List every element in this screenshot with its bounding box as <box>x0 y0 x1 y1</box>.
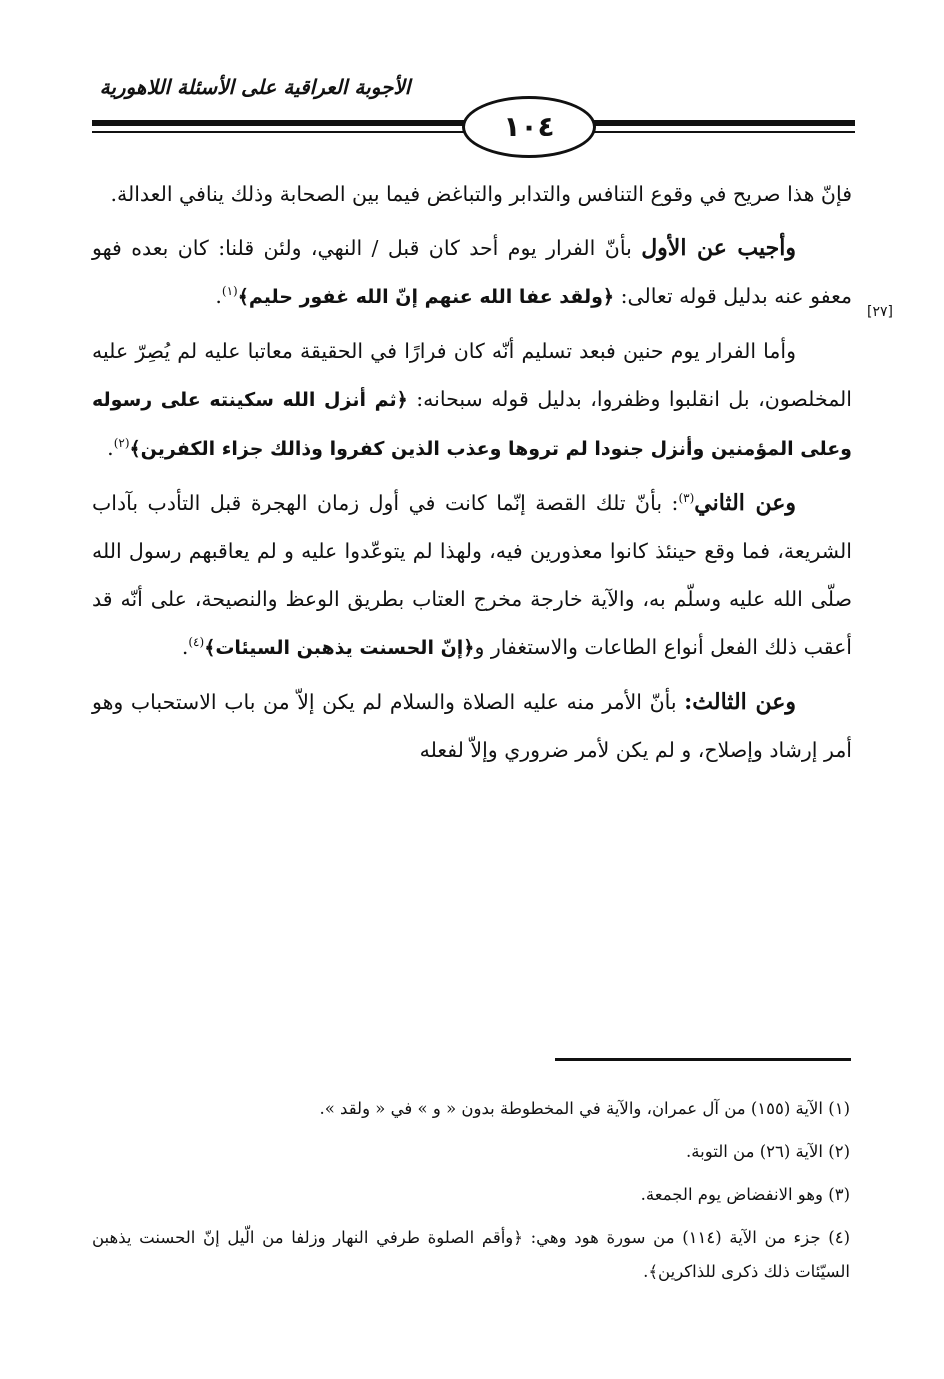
paragraph-4 <box>92 479 852 672</box>
paragraph-text: بأنّ الأمر منه عليه الصلاة والسلام لم يكن إلاّ من باب الاستحباب وهو أمر إرشاد وإصلاح، و لم يكن لأمر ضروري وإلاّ لفعله <box>92 690 852 762</box>
footnote-marker[interactable]: (٤) <box>188 635 205 650</box>
footnotes <box>92 1092 850 1298</box>
paragraph-5 <box>92 678 852 774</box>
running-title: الأجوبة العراقية على الأسئلة اللاهورية <box>99 75 411 99</box>
footnote-separator <box>555 1058 851 1061</box>
paragraph-text: : بأنّ تلك القصة إنّما كانت في أول زمان الهجرة قبل التأدب بآداب الشريعة، فما وقع حينئذ كانوا معذورين فيه، ولهذا لم يتوعّدوا عليه و لم يعاقبهم رسول الله صلّى الله عليه وسلّم به، والآية خارجة مخرج العتاب بطريق الوعظ والنصيحة، على أنّه قد أعقب ذلك الفعل أنواع الطاعات والاستغفار و <box>92 491 852 659</box>
paragraph-3 <box>92 327 852 473</box>
paragraph-text: وأما الفرار يوم حنين فبعد تسليم أنّه كان فرارًا في الحقيقة معاتبا عليه لم يُصِرّ عليه المخلصون، بل انقلبوا وظفروا، بدليل قوله سبحانه: <box>92 339 852 411</box>
footnote-marker[interactable]: (٢) <box>113 436 130 451</box>
paragraph-lead: وعن الثاني <box>694 490 796 516</box>
footnote-marker[interactable]: (٣) <box>678 491 695 506</box>
footnote-3: (٣) وهو الانفضاض يوم الجمعة. <box>640 1185 850 1204</box>
paragraph-text: . <box>215 284 222 308</box>
paragraph-text: فإنّ هذا صريح في وقوع التنافس والتدابر والتباغض فيما بين الصحابة وذلك ينافي العدالة. <box>110 182 852 206</box>
margin-reference: [٢٧] <box>867 304 893 320</box>
page-number: ١٠٤ <box>503 110 555 143</box>
main-text <box>92 170 852 780</box>
quran-verse: ﴿ثم أنزل الله سكينته على رسوله وعلى المؤمنين وأنزل جنودا لم تروها وعذب الذين كفروا وذالك جزاء الكفرين﴾ <box>92 389 852 460</box>
paragraph-lead: وعن الثالث: <box>684 689 796 715</box>
quran-verse: ﴿إنّ الحسنت يذهبن السيئات﴾ <box>204 637 475 659</box>
footnote-marker[interactable]: (١) <box>221 284 238 299</box>
paragraph-lead: وأجيب عن الأول <box>641 235 796 261</box>
footnote-4: (٤) جزء من الآية (١١٤) من سورة هود وهي: ﴿وأقم الصلوة طرفي النهار وزلفا من الّيل إنّ الحسنت يذهبن السيّئات ذلك ذكرى للذاكرين﴾. <box>92 1228 850 1281</box>
paragraph-1 <box>92 170 852 218</box>
page-number-oval <box>462 96 596 158</box>
paragraph-2 <box>92 224 852 321</box>
quran-verse: ﴿ولقد عفا الله عنهم إنّ الله غفور حليم﴾ <box>237 286 615 308</box>
footnote-2: (٢) الآية (٢٦) من التوبة. <box>686 1142 850 1161</box>
paragraph-text: . <box>181 635 189 659</box>
paragraph-text: . <box>107 436 114 460</box>
paragraph-text: بأنّ الفرار يوم أحد كان قبل / النهي، ولئن قلنا: كان بعده فهو معفو عنه بدليل قوله تعالى: <box>92 236 852 308</box>
footnote-1: (١) الآية (١٥٥) من آل عمران، والآية في المخطوطة بدون « و » في « ولقد ». <box>319 1099 850 1118</box>
